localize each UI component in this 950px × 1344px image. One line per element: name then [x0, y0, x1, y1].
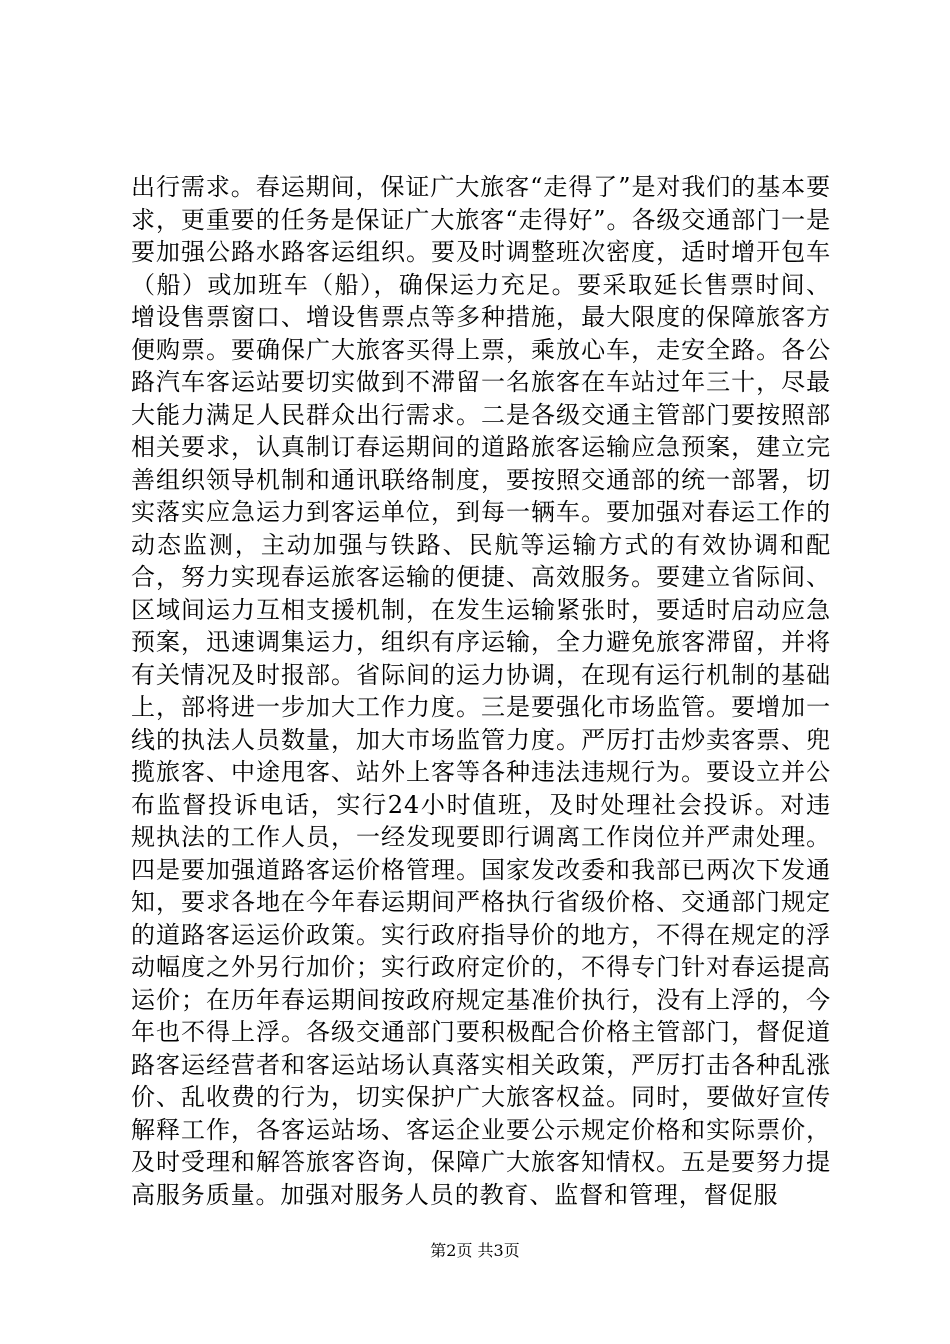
- page-number-footer: 第2页 共3页: [430, 1241, 520, 1260]
- document-body-text: 出行需求。春运期间，保证广大旅客“走得了”是对我们的基本要求，更重要的任务是保证广大旅客“走得好”。各级交通部门一是要加强公路水路客运组织。要及时调整班次密度，适时增开包车（船）或加班车（船），确保运力充足。要采取延长售票时间、增设售票窗口、增设售票点等多种措施，最大限度的保障旅客方便购票。要确保广大旅客买得上票，乘放心车，走安全路。各公路汽车客运站要切实做到不滞留一名旅客在车站过年三十，尽最大能力满足人民群众出行需求。二是各级交通主管部门要按照部相关要求，认真制订春运期间的道路旅客运输应急预案，建立完善组织领导机制和通讯联络制度，要按照交通部的统一部署，切实落实应急运力到客运单位，到每一辆车。要加强对春运工作的动态监测，主动加强与铁路、民航等运输方式的有效协调和配合，努力实现春运旅客运输的便捷、高效服务。要建立省际间、区域间运力互相支援机制，在发生运输紧张时，要适时启动应急预案，迅速调集运力，组织有序运输，全力避免旅客滞留，并将有关情况及时报部。省际间的运力协调，在现有运行机制的基础上，部将进一步加大工作力度。三是要强化市场监管。要增加一线的执法人员数量，加大市场监管力度。严厉打击炒卖客票、兜揽旅客、中途甩客、站外上客等各种违法违规行为。要设立并公布监督投诉电话，实行24小时值班，及时处理社会投诉。对违规执法的工作人员，一经发现要即行调离工作岗位并严肃处理。四是要加强道路客运价格管理。国家发改委和我部已两次下发通知，要求各地在今年春运期间严格执行省级价格、交通部门规定的道路客运运价政策。实行政府指导价的地方，不得在规定的浮动幅度之外另行加价；实行政府定价的，不得专门针对春运提高运价；在历年春运期间按政府规定基准价执行，没有上浮的，今年也不得上浮。各级交通部门要积极配合价格主管部门，督促道路客运经营者和客运站场认真落实相关政策，严厉打击各种乱涨价、乱收费的行为，切实保护广大旅客权益。同时，要做好宣传解释工作，各客运站场、客运企业要公示规定价格和实际票价，及时受理和解答旅客咨询，保障广大旅客知情权。五是要努力提高服务质量。加强对服务人员的教育、监督和管理，督促服: [131, 173, 831, 1209]
